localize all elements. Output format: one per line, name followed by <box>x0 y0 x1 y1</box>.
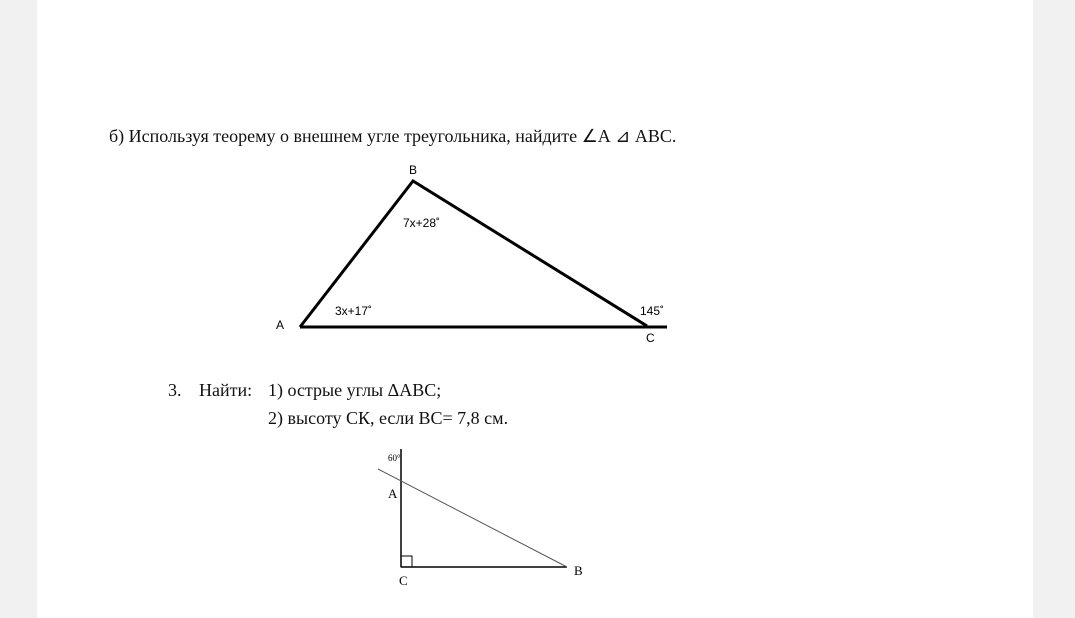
task-3-item-2: 2) высоту СК, если ВС= 7,8 см. <box>268 408 509 428</box>
vertex-c-label: C <box>646 331 655 345</box>
vertex-b-label-2: B <box>574 563 583 578</box>
angle-a-label: 3x+17˚ <box>335 304 373 318</box>
vertex-c-label-2: C <box>399 573 408 588</box>
task-3-item-1: 1) острые углы ΔАВС; <box>268 380 442 400</box>
triangle-figure-2 <box>378 449 583 588</box>
task-3-number: 3. <box>168 380 182 400</box>
hypotenuse-ab-extended <box>378 469 567 567</box>
task-b-text: б) Используя теорему о внешнем угле треугольника, найдите ∠А ⊿ АВС. <box>109 126 677 146</box>
vertex-a-label: A <box>276 318 285 332</box>
vertex-a-label-2: A <box>388 486 398 501</box>
triangle-figure-1 <box>276 163 667 345</box>
vertex-b-label: B <box>409 163 418 177</box>
angle-b-label: 7x+28˚ <box>403 216 441 230</box>
task-3-lead: Найти: <box>199 380 253 400</box>
exterior-angle-c-label: 145˚ <box>640 304 665 318</box>
angle-60-label: 60° <box>388 453 401 463</box>
right-angle-mark <box>401 556 412 567</box>
